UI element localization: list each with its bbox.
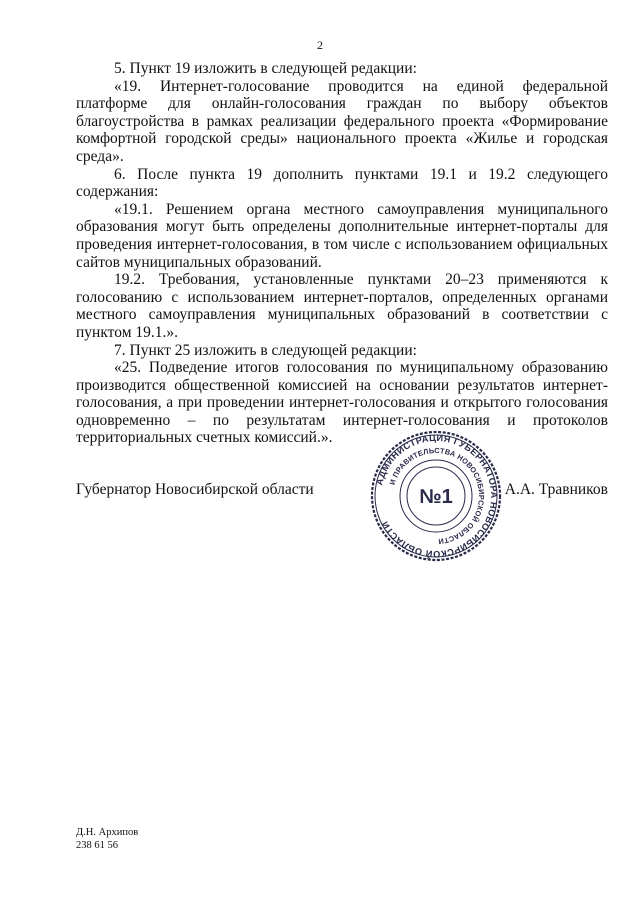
paragraph-item-19-1: «19.1. Решением органа местного самоуправления муниципального образования могут быть определены дополнительные интернет-порталы для проведения интернет-голосования, в том числе с использованием официальных сайтов муниципальных образований. [76,200,608,271]
executor-block [76,827,138,852]
paragraph-item-6: 6. После пункта 19 дополнить пунктами 19.1 и 19.2 следующего содержания: [76,165,608,201]
document-body [76,60,608,447]
seal-center-text: №1 [419,486,453,508]
official-seal [369,429,503,563]
signatory-position: Губернатор Новосибирской области [76,481,314,498]
signature-block [76,481,608,501]
seal-outer-text: АДМИНИСТРАЦИЯ ГУБЕРНАТОРА НОВОСИБИРСКОЙ ОБЛАСТИ [374,432,500,560]
paragraph-item-19: «19. Интернет-голосование проводится на единой федеральной платформе для онлайн-голосования граждан по выбору объектов благоустройства в рамках реализации федерального проекта «Формирование комфортной городской среды» национального проекта «Жилье и городская среда». [76,77,608,165]
page-number: 2 [317,38,323,52]
paragraph-item-5: 5. Пункт 19 изложить в следующей редакции: [114,60,417,77]
signatory-name: А.А. Травников [504,481,608,498]
paragraph-item-19-2: 19.2. Требования, установленные пунктами 20–23 применяются к голосованию с использованием интернет-порталов, определенных органами местного самоуправления муниципальных образований в соответствии с пунктом 19.1.». [76,271,608,341]
executor-name: Д.Н. Архипов [76,827,139,838]
paragraph-item-7: 7. Пункт 25 изложить в следующей редакции: [114,341,417,359]
paragraph-item-25: «25. Подведение итогов голосования по муниципальному образованию производится общественной комиссией на основании результатов интернет-голосования, а при проведении интернет-голосования и открытого голосования одновременно – по результатам интернет-голосования и протоколов территориальных счетных комиссий.». [76,359,608,447]
executor-phone: 238 61 56 [76,839,118,851]
seal-inner-text: И ПРАВИТЕЛЬСТВА НОВОСИБИРСКОЙ ОБЛАСТИ [387,445,487,547]
